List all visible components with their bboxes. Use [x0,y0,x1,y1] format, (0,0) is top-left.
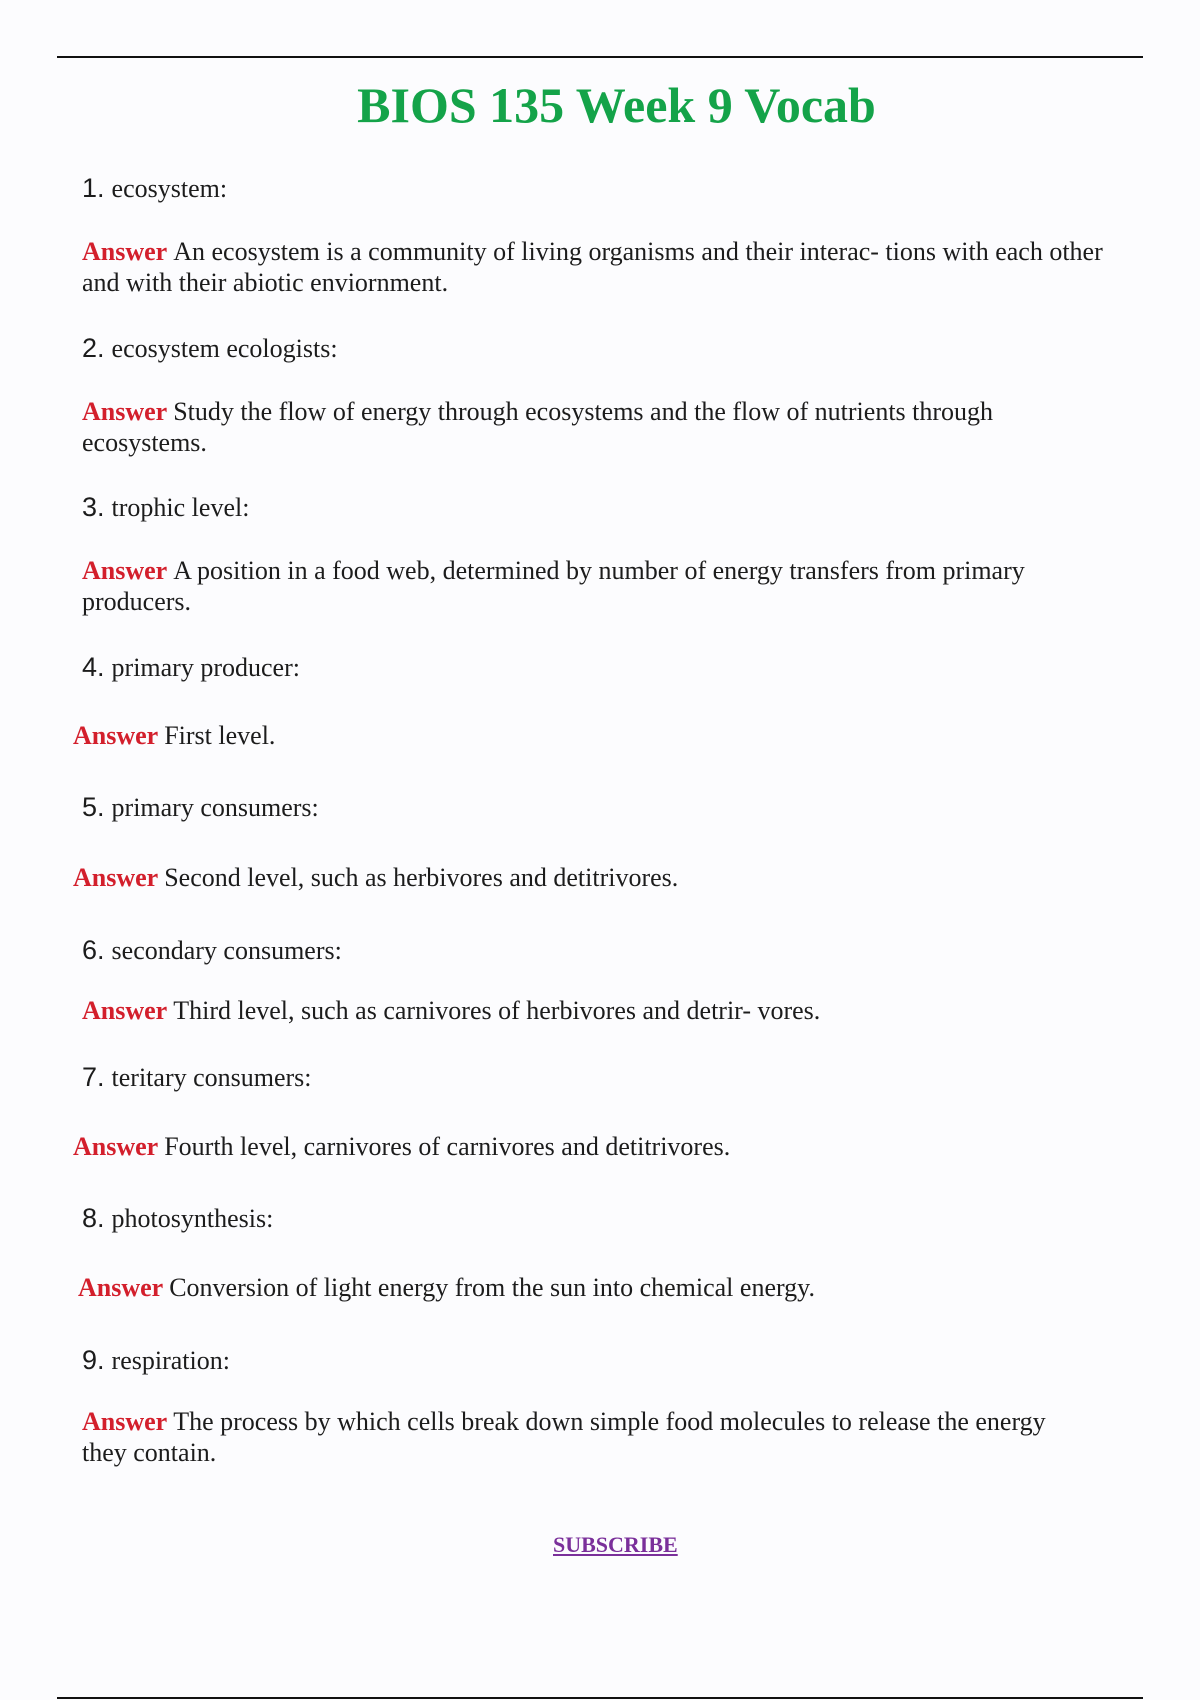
answer-label: Answer [73,1132,159,1161]
answer-label: Answer [73,863,159,892]
vocab-answer-2 [82,396,1092,458]
term-text: ecosystem: [111,174,228,203]
vocab-term-3 [82,490,249,525]
answer-text: Second level, such as herbivores and detitrivores. [164,863,679,892]
vocab-term-9 [82,1343,230,1378]
answer-label: Answer [82,237,168,266]
term-text: photosynthesis: [111,1204,274,1233]
vocab-answer-5 [73,862,1133,893]
answer-text: Third level, such as carnivores of herbivores and detrir- vores. [173,996,821,1025]
answer-text: The process by which cells break down simple food molecules to release the energy they contain. [82,1407,1046,1467]
term-text: primary consumers: [111,793,319,822]
term-number: 8. [82,1203,105,1233]
term-number: 7. [82,1062,105,1092]
term-text: respiration: [111,1346,230,1375]
vocab-answer-4 [73,720,1133,751]
vocab-answer-1 [82,236,1142,298]
term-number: 9. [82,1345,105,1375]
answer-text: A position in a food web, determined by number of energy transfers from primary producers. [82,556,1025,616]
vocab-answer-6 [82,995,1142,1026]
answer-text: Fourth level, carnivores of carnivores and detitrivores. [164,1132,731,1161]
term-text: secondary consumers: [111,936,342,965]
term-number: 3. [82,492,105,522]
term-number: 1. [82,173,105,203]
term-number: 5. [82,792,105,822]
answer-text: Conversion of light energy from the sun into chemical energy. [169,1273,815,1302]
vocab-term-2 [82,331,338,366]
term-text: primary producer: [111,653,300,682]
vocab-term-6 [82,933,342,968]
answer-text: An ecosystem is a community of living organisms and their interac- tions with each other and with their abiotic enviornment. [82,237,1103,297]
vocab-term-1 [82,171,227,206]
vocab-term-5 [82,790,319,825]
answer-label: Answer [82,996,168,1025]
term-number: 6. [82,935,105,965]
answer-label: Answer [78,1273,164,1302]
vocab-answer-3 [82,555,1112,617]
answer-label: Answer [73,721,159,750]
vocab-term-4 [82,650,300,685]
term-text: teritary consumers: [111,1063,312,1092]
term-number: 4. [82,652,105,682]
answer-label: Answer [82,556,168,585]
answer-label: Answer [82,397,168,426]
page-title: BIOS 135 Week 9 Vocab [357,77,876,133]
subscribe-link[interactable]: SUBSCRIBE [553,1532,678,1557]
answer-label: Answer [82,1407,168,1436]
vocab-answer-7 [73,1131,1133,1162]
vocab-term-8 [82,1201,273,1236]
vocab-answer-9 [82,1406,1072,1468]
vocab-answer-8 [78,1272,1138,1303]
vocab-term-7 [82,1060,312,1095]
answer-text: Study the flow of energy through ecosystems and the flow of nutrients through ecosystems. [82,397,994,457]
top-rule [57,56,1143,58]
term-text: ecosystem ecologists: [111,334,338,363]
term-number: 2. [82,333,105,363]
bottom-rule [57,1697,1143,1699]
term-text: trophic level: [111,493,250,522]
answer-text: First level. [164,721,276,750]
